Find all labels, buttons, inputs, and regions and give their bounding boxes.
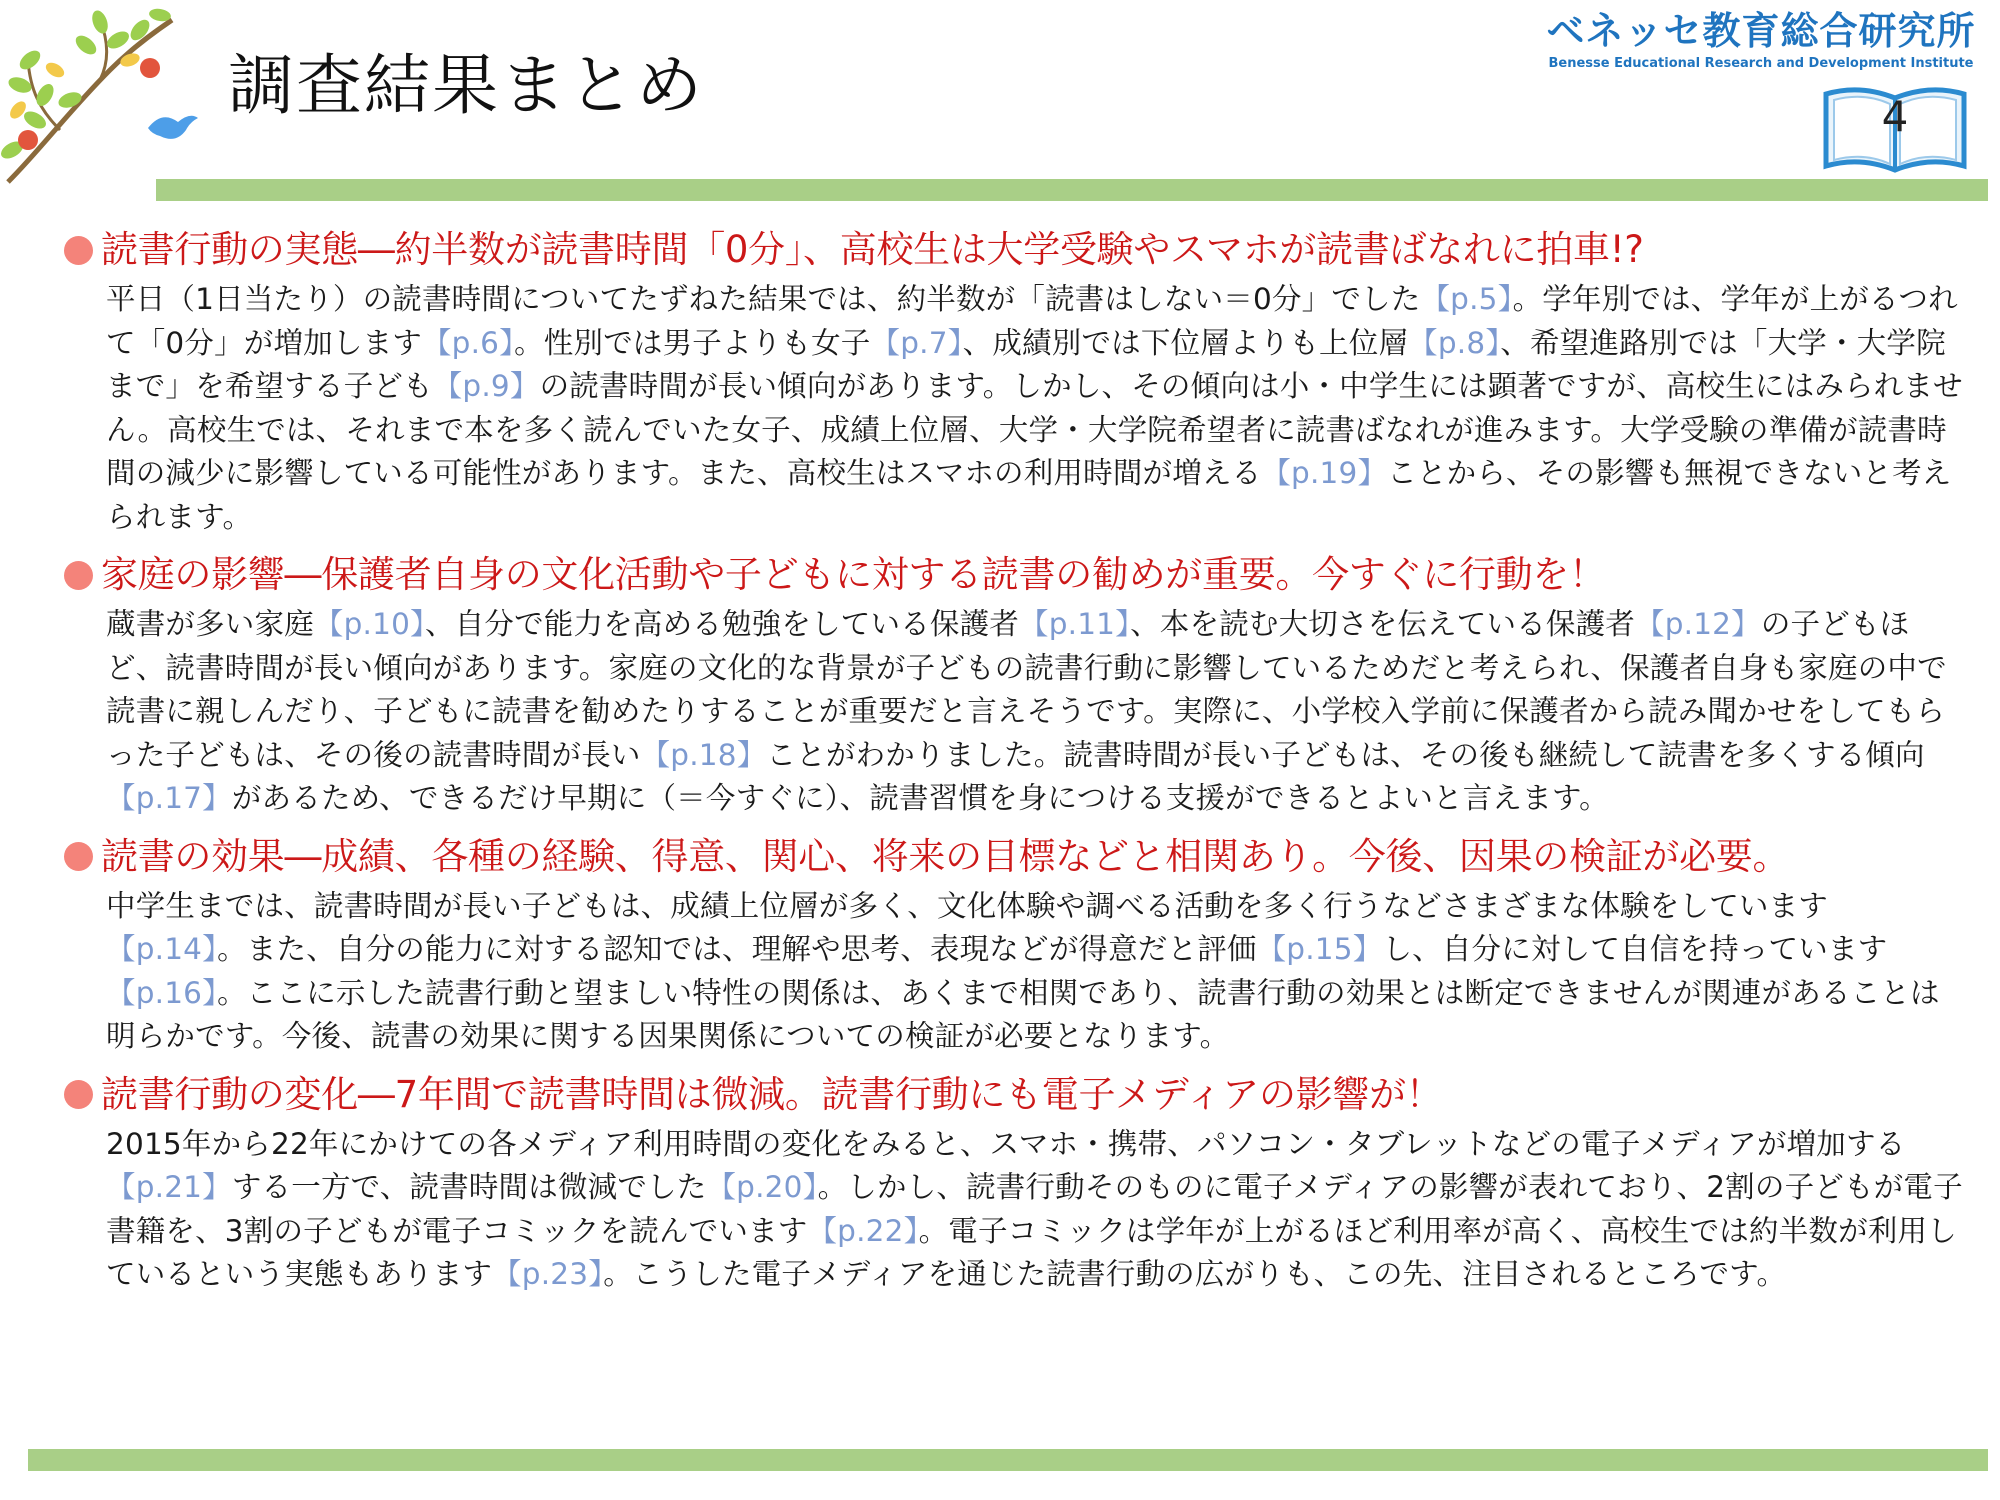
- page-reference: 【p.17】: [106, 781, 232, 816]
- page-reference: 【p.6】: [421, 325, 515, 360]
- section-heading: [64, 226, 1964, 274]
- page-reference: 【p.12】: [1635, 607, 1761, 642]
- body-text: ことから、その影響も無視できないと考えられます。: [106, 456, 1952, 534]
- page-reference: 【p.8】: [1408, 325, 1501, 360]
- section-body: [106, 278, 1964, 539]
- body-text: 2015年から22年にかけての各メディア利用時間の変化をみると、スマホ・携帯、パソコン・タブレットなどの電子メディアが増加する: [106, 1126, 1906, 1161]
- section-heading-text: 読書行動の変化―7年間で読書時間は微減。読書行動にも電子メディアの影響が！: [101, 1072, 1443, 1116]
- body-text: の子どもほど、読書時間が長い傾向があります。家庭の文化的な背景が子どもの読書行動に影響しているためだと考えられ、保護者自身も家庭の中で読書に親しんだり、子どもに読書を勧めたりすることが重要だと言えそうです。実際に、小学校入学前に保護者から読み聞かせをしてもらった子どもは、その後の読書時間が長い: [106, 607, 1947, 772]
- body-text: 。また、自分の能力に対する認知では、理解や思考、表現などが得意だと評価: [217, 932, 1257, 967]
- page-reference: 【p.15】: [1256, 932, 1383, 967]
- summary-section: [64, 1071, 1964, 1297]
- section-heading-text: 読書行動の実態―約半数が読書時間「0分」、高校生は大学受験やスマホが読書ばなれに拍車!?: [101, 228, 1644, 271]
- page-reference: 【p.21】: [106, 1170, 232, 1205]
- section-heading: [64, 1071, 1964, 1119]
- bullet-icon: [64, 1080, 93, 1109]
- page-number: 4: [1881, 92, 1909, 141]
- body-text: 、成績別では下位層よりも上位層: [962, 325, 1409, 360]
- bullet-icon: [64, 842, 93, 871]
- body-text: 、自分で能力を高める勉強をしている保護者: [425, 607, 1020, 642]
- body-text: 平日（1日当たり）の読書時間についてたずねた結果では、約半数が「読書はしない＝0分」でした: [106, 282, 1421, 317]
- tree-branch-illustration: [0, 0, 210, 190]
- header-divider: [156, 179, 1988, 201]
- page-reference: 【p.14】: [106, 932, 218, 967]
- summary-section: [64, 833, 1964, 1059]
- summary-section: [64, 551, 1964, 821]
- page-reference: 【p.10】: [313, 607, 425, 642]
- page-reference: 【p.20】: [706, 1170, 818, 1205]
- summary-section: [64, 226, 1964, 539]
- body-text: ことがわかりました。読書時間が長い子どもは、その後も継続して読書を多くする傾向: [766, 737, 1925, 772]
- logo-japanese-name: ベネッセ教育総合研究所: [1546, 9, 1976, 53]
- page-title: 調査結果まとめ: [228, 47, 704, 124]
- page-reference: 【p.19】: [1261, 456, 1388, 491]
- footer-divider: [28, 1449, 1988, 1471]
- body-text: し、自分に対して自信を持っています: [1382, 932, 1888, 967]
- body-text: 。電子コミックは学年が上がるほど利用率が高く、高校生では約半数が利用しているという実態もあります: [106, 1213, 1957, 1292]
- logo-english-name: Benesse Educational Research and Development Institute: [1548, 55, 1974, 71]
- body-text: の読書時間が長い傾向があります。しかし、その傾向は小・中学生には顕著ですが、高校生にはみられません。高校生では、それまで本を多く読んでいた女子、成績上位層、大学・大学院希望者に読書ばなれが進みます。大学受験の準備が読書時間の減少に影響している可能性があります。また、高校生はスマホの利用時間が増える: [106, 369, 1963, 491]
- body-text: 。しかし、読書行動そのものに電子メディアの影響が表れており、2割の子どもが電子書籍を、3割の子どもが電子コミックを読んでいます: [106, 1170, 1963, 1248]
- section-heading-text: 家庭の影響―保護者自身の文化活動や子どもに対する読書の勧めが重要。今すぐに行動を！: [101, 553, 1606, 597]
- section-body: [106, 1123, 1964, 1297]
- body-text: 。性別では男子よりも女子: [514, 325, 871, 360]
- section-heading-text: 読書の効果―成績、各種の経験、得意、関心、将来の目標などと相関あり。今後、因果の検証が必要。: [101, 834, 1790, 878]
- page-reference: 【p.5】: [1420, 282, 1513, 317]
- page-reference: 【p.22】: [807, 1213, 919, 1248]
- page-reference: 【p.11】: [1019, 607, 1131, 642]
- page-reference: 【p.7】: [870, 325, 963, 360]
- institute-logo: [1536, 10, 1986, 71]
- body-text: があるため、できるだけ早期に（＝今すぐに）、読書習慣を身につける支援ができるとよいと言えます。: [231, 781, 1609, 816]
- page-reference: 【p.16】: [106, 975, 218, 1010]
- summary-content: [64, 226, 1964, 1309]
- section-heading: [64, 551, 1964, 599]
- section-body: [106, 603, 1964, 821]
- page-reference: 【p.9】: [432, 369, 540, 404]
- body-text: 。ここに示した読書行動と望ましい特性の関係は、あくまで相関であり、読書行動の効果とは断定できませんが関連があることは明らかです。今後、読書の効果に関する因果関係についての検証が必要となります。: [106, 975, 1940, 1054]
- body-text: 中学生までは、読書時間が長い子どもは、成績上位層が多く、文化体験や調べる活動を多く行うなどさまざまな体験をしています: [106, 888, 1829, 923]
- body-text: する一方で、読書時間は微減でした: [231, 1170, 707, 1205]
- body-text: 。こうした電子メディアを通じた読書行動の広がりも、この先、注目されるところです。: [603, 1257, 1787, 1292]
- body-text: 、希望進路別では「大学・大学院まで」を希望する子ども: [106, 325, 1946, 404]
- page-reference: 【p.23】: [492, 1257, 604, 1292]
- section-heading: [64, 833, 1964, 881]
- body-text: 、本を読む大切さを伝えている保護者: [1130, 607, 1636, 642]
- bullet-icon: [64, 561, 93, 590]
- bullet-icon: [64, 236, 93, 265]
- body-text: 。学年別では、学年が上がるつれて「0分」が増加します: [106, 282, 1958, 360]
- section-body: [106, 885, 1964, 1059]
- body-text: 蔵書が多い家庭: [106, 607, 314, 642]
- page-reference: 【p.18】: [640, 737, 767, 772]
